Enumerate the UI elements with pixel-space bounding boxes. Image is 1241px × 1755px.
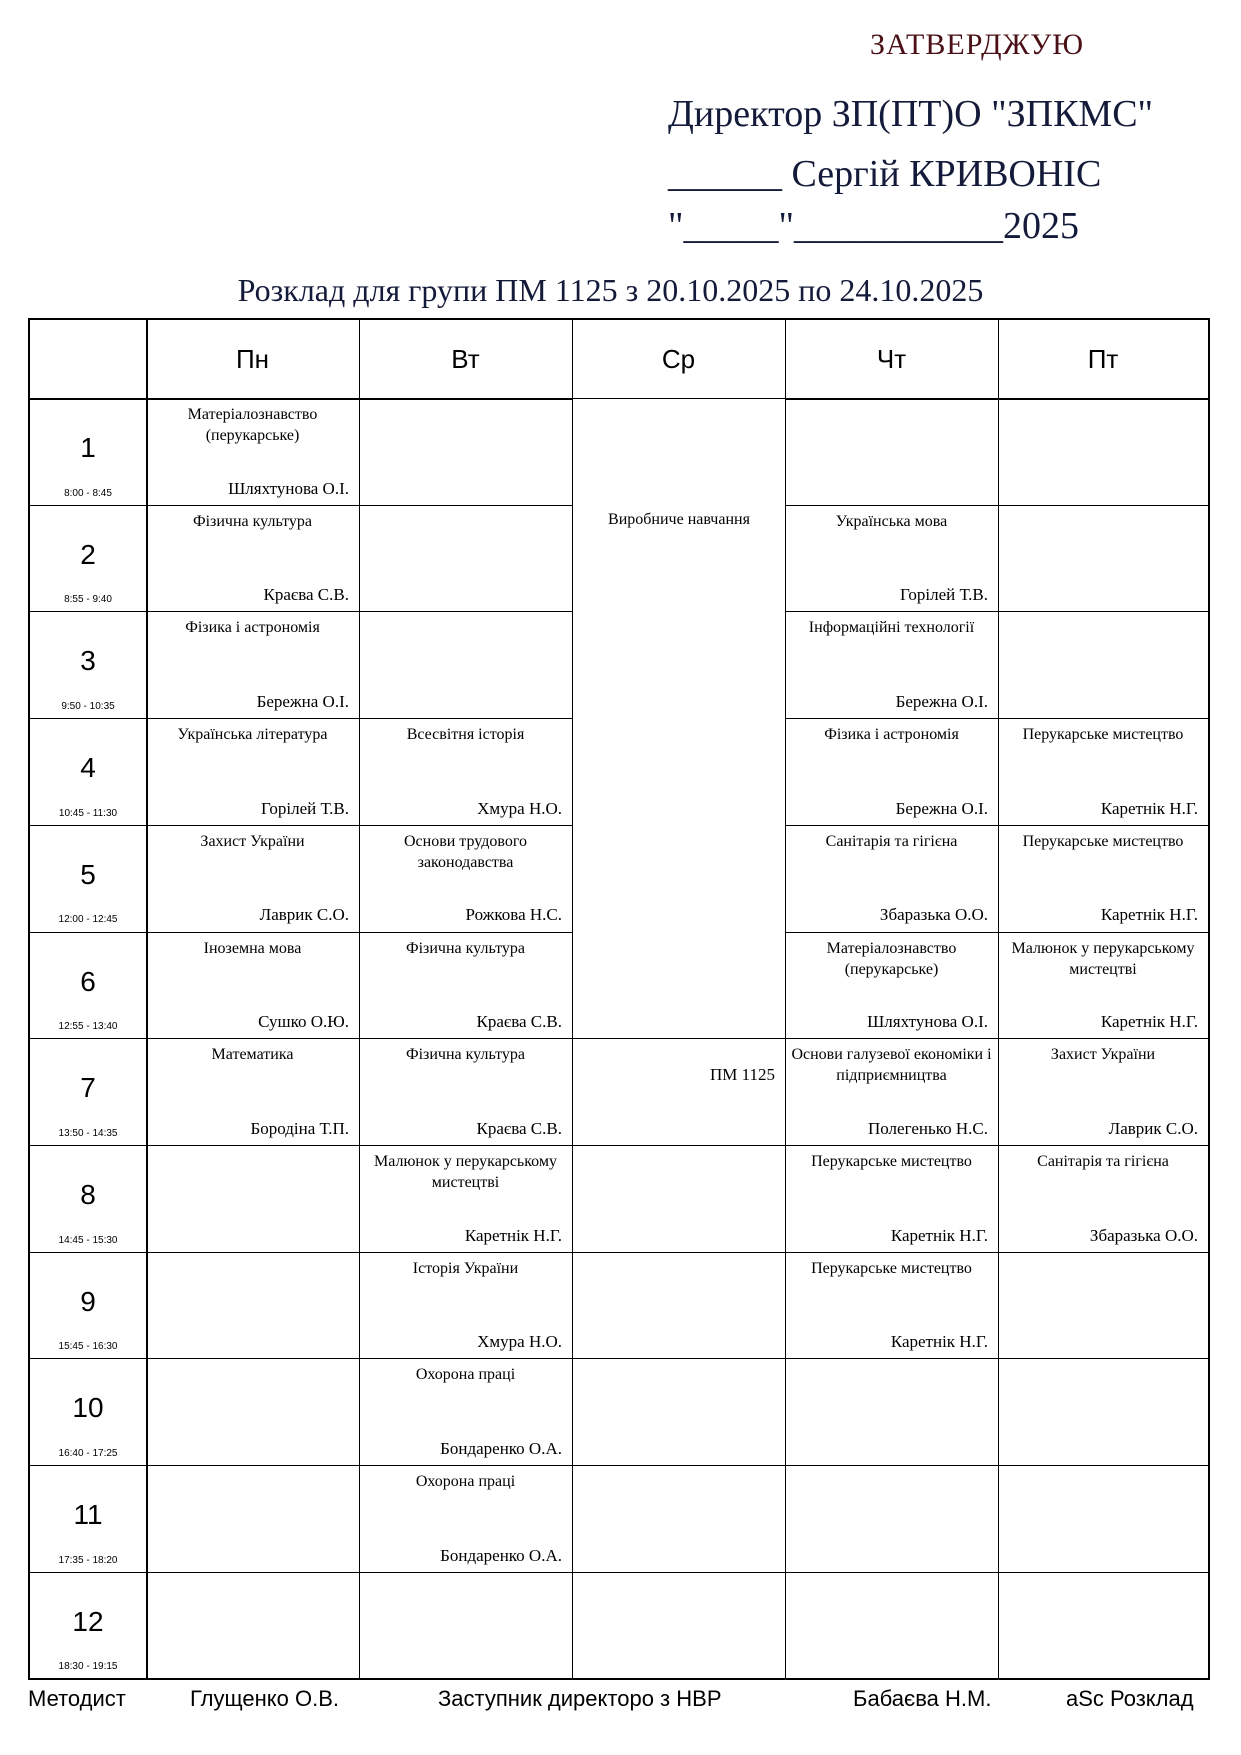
lesson-cell-mon	[146, 611, 359, 718]
lesson-teacher: Лаврик С.О.	[1108, 1118, 1198, 1138]
day-header-mon: Пн	[235, 343, 270, 374]
lesson-subject: Українська мова	[835, 512, 948, 530]
approval-date-line: "_____"___________2025	[668, 205, 1080, 247]
lesson-teacher: Бондаренко О.А.	[440, 1545, 562, 1565]
period-label	[30, 1252, 146, 1359]
lesson-cell-fri	[998, 825, 1208, 932]
lesson-teacher: Каретнік Н.Г.	[1100, 905, 1198, 925]
period-time: 8:00 - 8:45	[64, 487, 112, 499]
lesson-teacher: Краєва С.В.	[476, 1012, 562, 1032]
lesson-subject: Охорона праці	[415, 1366, 516, 1384]
lesson-subject: Фізична культура	[192, 512, 313, 530]
period-time: 8:55 - 9:40	[64, 594, 112, 606]
grid-column-line	[146, 320, 148, 1678]
lesson-cell-tue	[359, 1358, 572, 1465]
schedule-title-row	[0, 272, 1241, 309]
day-header-tue: Вт	[451, 343, 480, 374]
lesson-teacher: Краєва С.В.	[263, 585, 349, 605]
lesson-subject: Інформаційні технології	[808, 619, 975, 637]
grid-column-line	[785, 320, 786, 1678]
lesson-cell-tue	[359, 1145, 572, 1252]
lesson-subject: Фізика і астрономія	[185, 619, 320, 637]
deputy-name: Бабаєва Н.М.	[853, 1686, 992, 1711]
lesson-subject: Санітарія та гігієна	[1037, 1152, 1169, 1170]
lesson-cell-thu	[785, 932, 998, 1039]
lesson-subject: Перукарське мистецтво	[1022, 832, 1184, 850]
lesson-teacher: Шляхтунова О.І.	[228, 478, 349, 498]
period-number: 7	[80, 1072, 96, 1104]
lesson-cell-thu	[785, 1572, 998, 1679]
period-number: 4	[80, 752, 96, 784]
period-time: 16:40 - 17:25	[58, 1447, 118, 1459]
lesson-subject: Малюнок у перукарському мистецтві	[373, 1152, 557, 1191]
period-label	[30, 1465, 146, 1572]
lesson-subject: Захист України	[200, 832, 305, 850]
lesson-teacher: Хмура Н.О.	[477, 798, 562, 818]
lesson-subject: Фізична культура	[405, 1046, 526, 1064]
lesson-teacher: Шляхтунова О.І.	[867, 1012, 988, 1032]
lesson-cell-tue	[359, 1465, 572, 1572]
period-label	[30, 932, 146, 1039]
lesson-teacher: Каретнік Н.Г.	[1100, 798, 1198, 818]
lesson-cell-mon	[146, 1358, 359, 1465]
period-number: 11	[73, 1499, 103, 1530]
lesson-cell-mon	[146, 1038, 359, 1145]
period-time: 12:55 - 13:40	[58, 1021, 118, 1033]
grid-row-line	[30, 1465, 1208, 1466]
schedule-table	[28, 318, 1210, 1680]
lesson-cell-thu	[785, 1038, 998, 1145]
grid-row-line	[30, 1145, 1208, 1146]
period-label	[30, 1358, 146, 1465]
lesson-subject: Перукарське мистецтво	[811, 1152, 972, 1170]
lesson-subject: Захист України	[1050, 1046, 1156, 1064]
approve-heading: ЗАТВЕРДЖУЮ	[870, 28, 1085, 61]
lesson-teacher: Горілей Т.В.	[261, 798, 349, 818]
period-number: 10	[72, 1392, 104, 1424]
lesson-teacher: Полегенько Н.С.	[868, 1118, 988, 1138]
lesson-cell-tue	[359, 718, 572, 825]
day-header-fri: Пт	[1087, 343, 1119, 374]
lesson-teacher: Бережна О.І.	[256, 692, 349, 712]
lesson-cell-fri	[998, 1145, 1208, 1252]
lesson-cell-mon	[146, 718, 359, 825]
lesson-teacher: Хмура Н.О.	[477, 1332, 562, 1352]
period-time: 13:50 - 14:35	[58, 1127, 118, 1139]
lesson-cell-thu	[785, 505, 998, 612]
lesson-cell-fri	[998, 932, 1208, 1039]
lesson-subject: Виробниче навчання	[608, 511, 750, 528]
period-number: 8	[80, 1178, 96, 1210]
lesson-cell-mon	[146, 932, 359, 1039]
period-label	[30, 398, 146, 505]
lesson-cell-mon	[146, 825, 359, 932]
methodist-label: Методист	[28, 1686, 126, 1711]
lesson-subject: Основи галузевої економіки і підприємництва	[791, 1046, 992, 1085]
lesson-teacher: Бережна О.І.	[895, 798, 988, 818]
period-label	[30, 611, 146, 718]
lesson-cell-mon	[146, 1465, 359, 1572]
grid-column-line	[359, 320, 360, 1678]
lesson-cell-fri	[998, 1252, 1208, 1359]
lesson-subject: Математика	[211, 1046, 294, 1064]
lesson-cell-thu	[785, 718, 998, 825]
lesson-cell-tue	[359, 1252, 572, 1359]
lesson-cell-thu	[785, 398, 998, 505]
lesson-cell-fri	[998, 1038, 1208, 1145]
lesson-cell-mon	[146, 505, 359, 612]
lesson-teacher: Рожкова Н.С.	[465, 905, 562, 925]
lesson-subject: Українська література	[177, 726, 328, 744]
lesson-cell-tue	[359, 1038, 572, 1145]
lesson-teacher: Бережна О.І.	[895, 692, 988, 712]
period-label	[30, 718, 146, 825]
lesson-cell-tue	[359, 505, 572, 612]
lesson-cell-fri	[998, 1358, 1208, 1465]
period-label	[30, 825, 146, 932]
lesson-subject: Фізика і астрономія	[824, 726, 959, 744]
lesson-cell-fri	[998, 1465, 1208, 1572]
lesson-subject: Перукарське мистецтво	[811, 1259, 972, 1277]
period-number: 5	[80, 858, 96, 890]
lesson-teacher: Бондаренко О.А.	[440, 1438, 562, 1458]
lesson-teacher: Краєва С.В.	[476, 1118, 562, 1138]
period-label	[30, 1145, 146, 1252]
lesson-cell-tue	[359, 611, 572, 718]
period-number: 12	[72, 1605, 104, 1637]
lesson-subject: Всесвітня історія	[406, 726, 525, 744]
lesson-subject: Матеріалознавство (перукарське)	[826, 939, 957, 978]
lesson-cell-mon	[146, 398, 359, 505]
period-time: 18:30 - 19:15	[58, 1661, 118, 1673]
lesson-teacher: Бородіна Т.П.	[250, 1118, 349, 1138]
lesson-teacher: Горілей Т.В.	[900, 585, 988, 605]
lesson-cell-mon	[146, 1252, 359, 1359]
period-label	[30, 505, 146, 612]
lesson-cell-tue	[359, 1572, 572, 1679]
period-time: 9:50 - 10:35	[61, 701, 115, 713]
period-time: 15:45 - 16:30	[58, 1341, 118, 1353]
lesson-subject: Історія України	[412, 1259, 519, 1277]
director-signature-line: ______ Сергій КРИВОНІС	[668, 153, 1102, 195]
lesson-cell-fri	[998, 1572, 1208, 1679]
lesson-teacher: Сушко О.Ю.	[258, 1012, 349, 1032]
lesson-cell-thu	[785, 611, 998, 718]
director-title: Директор ЗП(ПТ)О "ЗПКМС"	[668, 93, 1154, 135]
lesson-cell-wed-merged	[573, 399, 785, 1084]
lesson-cell-fri	[998, 398, 1208, 505]
lesson-subject: Перукарське мистецтво	[1022, 726, 1184, 744]
period-number: 1	[80, 432, 96, 463]
lesson-teacher: Лаврик С.О.	[259, 905, 349, 925]
software-credit: aSc Розклад	[1066, 1686, 1194, 1711]
lesson-cell-tue	[359, 398, 572, 505]
lesson-subject: Іноземна мова	[203, 939, 302, 957]
lesson-teacher: Каретнік Н.Г.	[464, 1225, 562, 1245]
lesson-group: ПМ 1125	[709, 1065, 775, 1084]
deputy-label: Заступник директоро з НВР	[438, 1686, 722, 1711]
grid-row-line	[30, 1252, 1208, 1253]
lesson-teacher: Каретнік Н.Г.	[890, 1225, 988, 1245]
grid-row-line	[30, 1572, 1208, 1573]
period-time: 10:45 - 11:30	[58, 807, 118, 819]
methodist-name: Глущенко О.В.	[190, 1686, 339, 1711]
lesson-subject: Фізична культура	[405, 939, 526, 957]
lesson-cell-mon	[146, 1572, 359, 1679]
lesson-cell-thu	[785, 1252, 998, 1359]
lesson-cell-fri	[998, 611, 1208, 718]
lesson-cell-thu	[785, 1145, 998, 1252]
lesson-cell-thu	[785, 1358, 998, 1465]
period-label	[30, 1038, 146, 1145]
period-time: 14:45 - 15:30	[58, 1234, 118, 1246]
lesson-subject: Малюнок у перукарському мистецтві	[1011, 939, 1195, 978]
day-header-thu: Чт	[876, 343, 907, 374]
period-time: 12:00 - 12:45	[58, 914, 118, 926]
lesson-cell-thu	[785, 1465, 998, 1572]
period-number: 6	[80, 965, 96, 997]
lesson-subject: Охорона праці	[415, 1473, 516, 1490]
lesson-cell-thu	[785, 825, 998, 932]
grid-row-line	[30, 1358, 1208, 1359]
lesson-teacher: Каретнік Н.Г.	[890, 1332, 988, 1352]
lesson-cell-mon	[146, 1145, 359, 1252]
day-header-wed: Ср	[661, 343, 696, 374]
lesson-cell-fri	[998, 718, 1208, 825]
period-number: 9	[80, 1285, 96, 1317]
period-number: 3	[80, 645, 96, 677]
lesson-subject: Санітарія та гігієна	[825, 832, 958, 850]
lesson-cell-tue	[359, 825, 572, 932]
lesson-cell-fri	[998, 505, 1208, 612]
period-number: 2	[80, 538, 96, 570]
lesson-teacher: Збаразька О.О.	[1089, 1225, 1198, 1245]
grid-column-line	[998, 320, 999, 1678]
period-label	[30, 1572, 146, 1679]
lesson-subject: Основи трудового законодавства	[403, 832, 528, 871]
lesson-teacher: Збаразька О.О.	[879, 905, 988, 925]
grid-row-line	[30, 1038, 1208, 1039]
schedule-title: Розклад для групи ПМ 1125 з 20.10.2025 по 24.10.2025	[237, 272, 984, 308]
period-time: 17:35 - 18:20	[58, 1554, 118, 1566]
lesson-teacher: Каретнік Н.Г.	[1100, 1012, 1198, 1032]
lesson-subject: Матеріалознавство (перукарське)	[187, 406, 318, 444]
lesson-cell-tue	[359, 932, 572, 1039]
